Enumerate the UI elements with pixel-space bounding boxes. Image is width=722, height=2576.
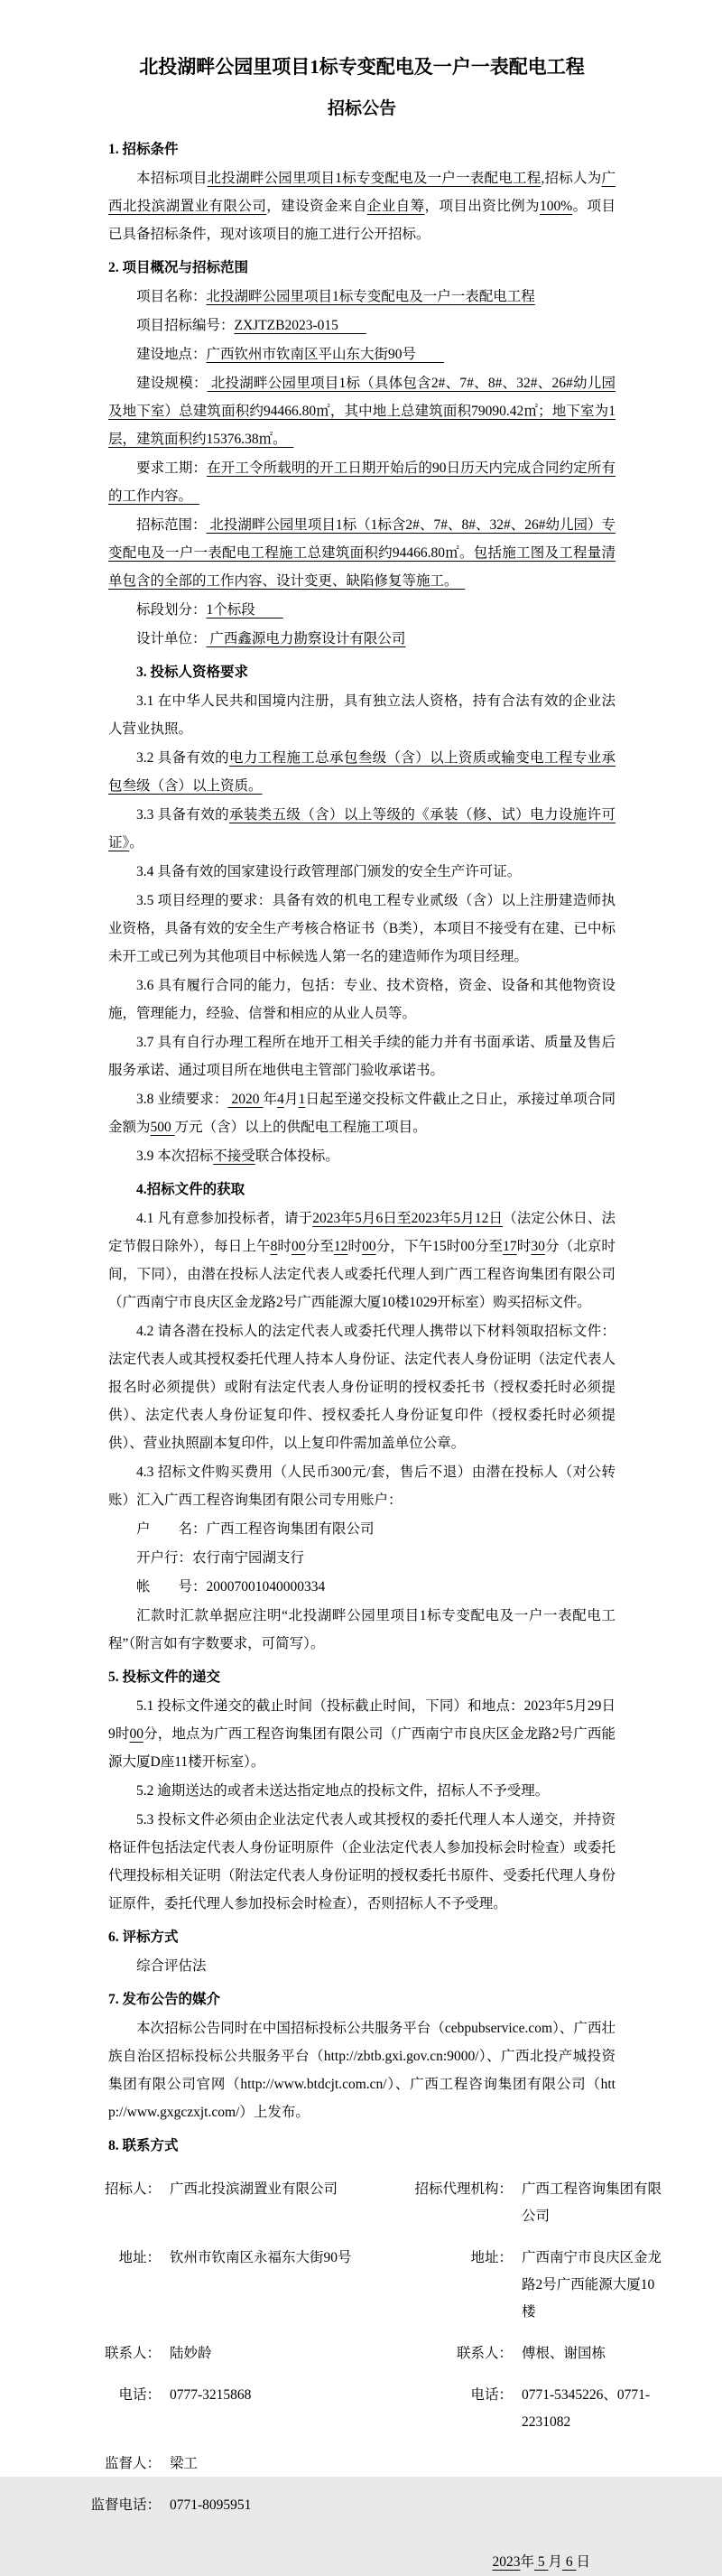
para-3-1 xyxy=(108,687,616,743)
heading-1 xyxy=(108,135,616,163)
underlined-text: 电力工程施工总承包叁级（含）以上资质或输变电工程专业承包叁级（含）以上资质。 xyxy=(108,750,616,794)
text-run: 3.3 具备有效的 xyxy=(136,807,229,823)
account-name xyxy=(108,1515,616,1543)
contact-label: 监督电话： xyxy=(90,2497,161,2513)
para-7-1 xyxy=(108,2014,616,2126)
design-unit xyxy=(108,625,616,653)
underlined-text: 00 xyxy=(292,1239,306,1254)
project-name xyxy=(108,283,616,311)
text-run: 7. 发布公告的媒介 xyxy=(108,1992,221,2007)
text-run: 日 xyxy=(576,2554,590,2570)
text-run: 本次招标公告同时在中国招标投标公共服务平台（cebpubservice.com）、广西壮族自治区招标投标公共服务平台（http://zbtb.gxi.gov.cn:9000/）、广西北投产城投资集团有限公司官网（http://www.btdcjt.com.cn/）、广西工程咨询集团有限公司（http://www.gxgczxjt.com/）上发布。 xyxy=(108,2021,616,2120)
heading-4 xyxy=(108,1176,616,1204)
underlined-text: 1 xyxy=(298,1092,306,1107)
contact-value: 0771-8095951 xyxy=(170,2497,252,2513)
contact-value: 广西南宁市良庆区金龙路2号广西能源大厦10楼 xyxy=(522,2250,662,2320)
contact-label: 联系人： xyxy=(104,2346,161,2361)
text-run: 项目名称： xyxy=(136,289,207,304)
heading-5 xyxy=(108,1663,616,1691)
underlined-text: 8 xyxy=(270,1239,278,1254)
para-3-4 xyxy=(108,858,616,886)
text-run: 月 xyxy=(283,1092,299,1107)
contact-label xyxy=(384,2443,522,2485)
text-run: 分，下午15时00分至 xyxy=(375,1239,504,1254)
para-3-6 xyxy=(108,972,616,1028)
underlined-text: 30 xyxy=(531,1239,545,1254)
contact-value: 广西工程咨询集团有限公司 xyxy=(522,2181,662,2224)
text-run: 标段划分： xyxy=(136,602,207,618)
remit-note xyxy=(108,1602,616,1658)
contact-label xyxy=(384,2485,522,2526)
text-run: 要求工期： xyxy=(136,460,208,476)
text-run: 帐 号：20007001040000334 xyxy=(136,1579,326,1595)
underlined-text: 4 xyxy=(277,1092,284,1107)
underlined-text: 2023年5月6日至2023年5月12日 xyxy=(312,1211,504,1226)
text-run: 联合体投标。 xyxy=(255,1149,339,1164)
text-run: 3.6 具有履行合同的能力，包括：专业、技术资格，资金、设备和其他物资设施，管理能力，经验、信誉和相应的从业人员等。 xyxy=(108,978,616,1021)
text-run: 万元（含）以上的供配电工程施工项目。 xyxy=(174,1120,427,1135)
para-4-3 xyxy=(108,1458,616,1514)
text-run: 分（北京时间，下同），由潜在投标人法定代表人或委托代理人到广西工程咨询集团有限公司（广西南宁市良庆区金龙路2号广西能源大厦10楼1029开标室）购买招标文件。 xyxy=(108,1239,616,1310)
construction-site xyxy=(108,340,616,368)
text-run: 时 xyxy=(277,1239,292,1254)
document-blocks xyxy=(108,135,616,2160)
text-run: 3.8 业绩要求： xyxy=(136,1092,228,1107)
contact-label: 招标人： xyxy=(104,2181,161,2197)
text-run: 3.5 项目经理的要求：具备有效的机电工程专业贰级（含）以上注册建造师执业资格，具备有效的安全生产考核合格证书（B类），本项目不接受有在建、已中标未开工或已列为其他项目中标候选人第一名的建造师作为项目经理。 xyxy=(108,893,616,964)
text-run: 年 xyxy=(520,2554,534,2570)
para-5-3 xyxy=(108,1806,616,1918)
text-run: 3.7 具有自行办理工程所在地开工相关手续的能力并有书面承诺、质量及售后服务承诺、通过项目所在地供电主管部门验收承诺书。 xyxy=(108,1035,616,1078)
required-duration xyxy=(108,454,616,510)
para-3-2 xyxy=(108,744,616,800)
contact-value xyxy=(522,2443,664,2485)
underlined-text: 6 xyxy=(561,2554,577,2570)
underlined-text: 北投湖畔公园里项目1标（1标含2#、7#、8#、32#、26#幼儿园）专变配电及一户一表配电工程施工总建筑面积约94466.80㎡。包括施工图及工程量清单包含的全部的工作内容、设计变更、缺陷修复等施工。 xyxy=(108,517,616,589)
text-run: 分，地点为广西工程咨询集团有限公司（广西南宁市良庆区金龙路2号广西能源大厦D座11楼开标室）。 xyxy=(108,1726,616,1770)
contact-label: 监督人： xyxy=(104,2456,161,2471)
underlined-text: 5 xyxy=(533,2554,549,2570)
text-run: 项目招标编号： xyxy=(136,318,235,333)
underlined-text: 在开工令所载明的开工日期开始后的90日历天内完成合同约定所有的工作内容。 xyxy=(108,460,616,504)
contact-label: 地址： xyxy=(470,2250,513,2265)
underlined-text: 不接受 xyxy=(213,1149,255,1164)
text-run: 招标范围： xyxy=(136,517,207,533)
para-3-5 xyxy=(108,887,616,971)
heading-3 xyxy=(108,658,616,686)
contact-value: 广西北投滨湖置业有限公司 xyxy=(170,2181,338,2197)
contact-table xyxy=(54,2169,666,2526)
construction-scale xyxy=(108,369,616,453)
text-run: 分至 xyxy=(305,1239,334,1254)
text-run: ，项目出资比例为 xyxy=(424,199,540,214)
underlined-text: 广西北投滨湖置业有限公司 xyxy=(108,171,616,214)
text-run: 建设规模： xyxy=(136,376,208,391)
text-run: 5.3 投标文件必须由企业法定代表人或其授权的委托代理人本人递交，并持资格证件包括法定代表人身份证明原件（企业法定代表人参加投标会时检查）或委托代理投标相关证明（附法定代表人身份证明的授权委托书原件、受委托代理人身份证原件，委托代理人参加投标会时检查），否则招标人不予受理。 xyxy=(108,1812,616,1911)
text-run: 4.2 请各潜在投标人的法定代表人或委托代理人携带以下材料领取招标文件：法定代表人或其授权委托代理人持本人身份证、法定代表人身份证明（法定代表人报名时必须提供）或附有法定代表人身份证明的授权委托书（授权委托时必须提供）、法定代表人身份证复印件、授权委托人身份证复印件（授权委托时必须提供）、营业执照副本复印件，以上复印件需加盖单位公章。 xyxy=(108,1324,616,1451)
para-3-8 xyxy=(108,1085,616,1141)
text-run: 8. 联系方式 xyxy=(108,2138,179,2153)
text-run: 3.2 具备有效的 xyxy=(136,750,229,766)
text-run: 月 xyxy=(548,2554,562,2570)
text-run: 本招标项目 xyxy=(136,171,208,186)
text-run: 开户行：农行南宁园湖支行 xyxy=(136,1550,305,1566)
text-run: 。 xyxy=(129,835,143,851)
text-run: 5.2 逾期送达的或者未送达指定地点的投标文件，招标人不予受理。 xyxy=(136,1783,550,1799)
text-run: 4.招标文件的获取 xyxy=(136,1182,245,1197)
contact-label: 电话： xyxy=(118,2387,161,2403)
heading-8 xyxy=(108,2132,616,2160)
underlined-text: 广西鑫源电力勘察设计有限公司 xyxy=(206,631,406,646)
text-run: 日起至递交投标文件截止之日止，承接过单项合同金额为 xyxy=(108,1092,616,1135)
underlined-text: 广西钦州市钦南区平山东大街90号 xyxy=(206,347,445,362)
contact-label: 地址： xyxy=(118,2250,161,2265)
text-run: ，建设资金来自 xyxy=(266,199,367,214)
text-run: （法定公休日、法定节假日除外），每日上午 xyxy=(108,1211,616,1254)
bank-name xyxy=(108,1544,616,1572)
contact-label: 招标代理机构： xyxy=(414,2181,513,2197)
contact-value xyxy=(522,2485,664,2526)
text-run: 2. 项目概况与招标范围 xyxy=(108,260,249,275)
text-run: ,招标人为 xyxy=(541,171,602,186)
text-run: 时 xyxy=(516,1239,532,1254)
para-6-1 xyxy=(108,1952,616,1980)
document-subtitle: 招标公告 xyxy=(327,99,396,118)
text-run: 。项目已具备招标条件，现对该项目的施工进行公开招标。 xyxy=(108,199,616,242)
underlined-text: 500 xyxy=(150,1120,175,1135)
underlined-text: 企业自筹 xyxy=(366,199,425,214)
underlined-text: 17 xyxy=(503,1239,517,1254)
text-run: 3.4 具备有效的国家建设行政管理部门颁发的安全生产许可证。 xyxy=(136,864,522,879)
underlined-text: 承装类五级（含）以上等级的《承装（修、试）电力设施许可证》 xyxy=(108,807,616,851)
text-run: 1. 招标条件 xyxy=(108,142,179,157)
underlined-text: 北投湖畔公园里项目1标专变配电及一户一表配电工程 xyxy=(206,289,535,304)
tender-scope xyxy=(108,511,616,595)
underlined-text: 12 xyxy=(333,1239,348,1254)
para-5-2 xyxy=(108,1777,616,1805)
underlined-text: 2023 xyxy=(492,2554,521,2570)
announcement-date xyxy=(108,2548,616,2576)
text-run: 建设地点： xyxy=(136,347,207,362)
para-4-2 xyxy=(108,1317,616,1457)
contact-value: 0777-3215868 xyxy=(170,2387,252,2403)
text-run: 5. 投标文件的递交 xyxy=(108,1669,221,1685)
account-number xyxy=(108,1573,616,1601)
underlined-text: 00 xyxy=(129,1726,143,1742)
text-run: 设计单位： xyxy=(136,631,207,646)
contact-value: 钦州市钦南区永福东大街90号 xyxy=(170,2250,352,2265)
lot-division xyxy=(108,596,616,624)
text-run: 4.1 凡有意参加投标者，请于 xyxy=(136,1211,313,1226)
para-5-1 xyxy=(108,1692,616,1776)
underlined-text: 北投湖畔公园里项目1标专变配电及一户一表配电工程 xyxy=(207,171,542,186)
heading-2 xyxy=(108,254,616,282)
underlined-text: 北投湖畔公园里项目1标（具体包含2#、7#、8#、32#、26#幼儿园及地下室）总建筑面积约94466.80㎡，其中地上总建筑面积79090.42㎡；地下室为1层，建筑面积约15376.38㎡。 xyxy=(108,376,616,447)
text-run: 时 xyxy=(347,1239,363,1254)
underlined-text: 00 xyxy=(362,1239,376,1254)
contact-value: 陆妙龄 xyxy=(170,2346,212,2361)
text-run: 4.3 招标文件购买费用（人民币300元/套，售后不退）由潜在投标人（对公转账）汇入广西工程咨询集团有限公司专用账户： xyxy=(108,1465,616,1508)
text-run: 年 xyxy=(263,1092,278,1107)
heading-7 xyxy=(108,1985,616,2013)
contact-value: 梁工 xyxy=(170,2456,199,2471)
text-run: 6. 评标方式 xyxy=(108,1930,179,1945)
underlined-text: ZXJTZB2023-015 xyxy=(234,318,366,333)
contact-label: 联系人： xyxy=(456,2346,513,2361)
underlined-text: 1个标段 xyxy=(206,602,283,618)
para-3-3 xyxy=(108,801,616,857)
para-4-1 xyxy=(108,1204,616,1316)
text-run: 3.1 在中华人民共和国境内注册，具有独立法人资格，持有合法有效的企业法人营业执照。 xyxy=(108,693,616,737)
text-run: 综合评估法 xyxy=(136,1958,207,1974)
underlined-text: 100% xyxy=(540,199,573,214)
para-3-7 xyxy=(108,1028,616,1084)
contact-label: 电话： xyxy=(470,2387,513,2403)
text-run: 5.1 投标文件递交的截止时间（投标截止时间，下同）和地点：2023年5月29日9时 xyxy=(108,1698,616,1742)
heading-6 xyxy=(108,1923,616,1951)
para-3-9 xyxy=(108,1142,616,1170)
contact-value: 傅根、谢国栋 xyxy=(522,2346,606,2361)
document-title: 北投湖畔公园里项目1标专变配电及一户一表配电工程 xyxy=(139,56,585,78)
text-run: 3.9 本次招标 xyxy=(136,1149,214,1164)
para-1-1 xyxy=(108,164,616,248)
text-run: 汇款时汇款单据应注明“北投湖畔公园里项目1标专变配电及一户一表配电工程”（附言如有字数要求，可简写）。 xyxy=(108,1608,616,1651)
contact-value: 0771-5345226、0771-2231082 xyxy=(522,2387,651,2430)
text-run: 户 名：广西工程咨询集团有限公司 xyxy=(136,1521,375,1537)
text-run: 3. 投标人资格要求 xyxy=(136,665,249,680)
underlined-text: 2020 xyxy=(227,1092,264,1107)
tender-number xyxy=(108,312,616,339)
